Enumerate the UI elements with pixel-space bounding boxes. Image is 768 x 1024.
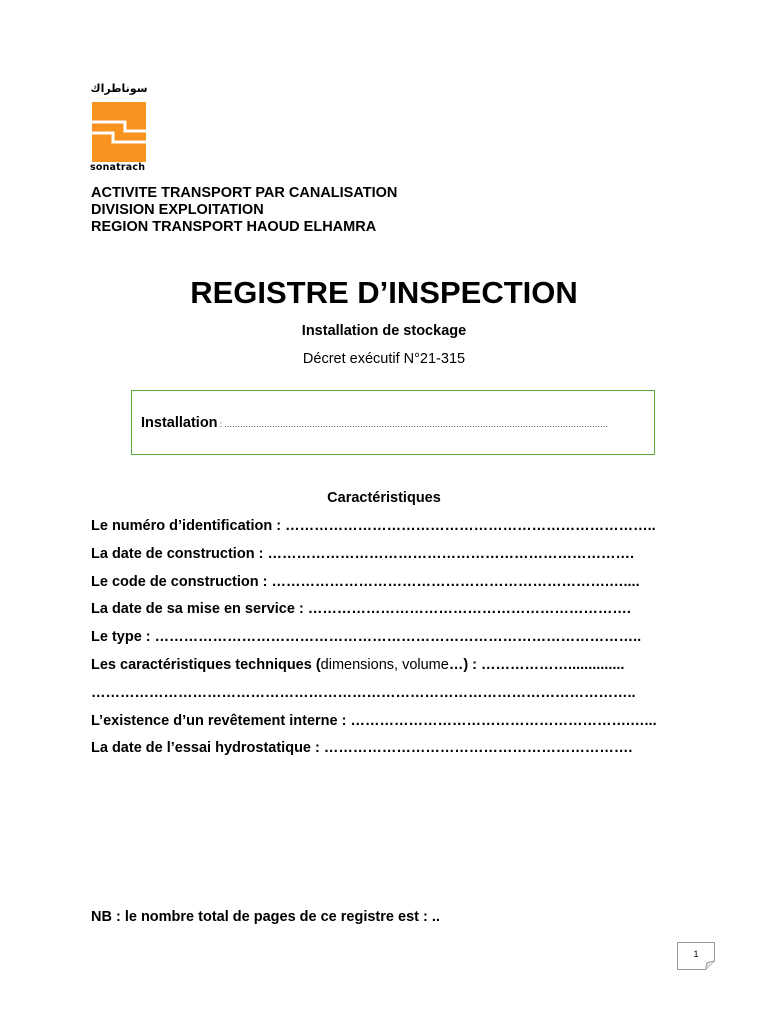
org-region: REGION TRANSPORT HAOUD ELHAMRA: [91, 219, 377, 235]
field-dots: ………………………………………………………………….: [267, 545, 634, 562]
page-number-box: [677, 942, 715, 970]
field-hydrostatic-test-date: [91, 739, 691, 767]
field-type: [91, 628, 691, 656]
field-label-end: …) :: [448, 656, 482, 673]
field-label: Le code de construction :: [91, 573, 272, 590]
field-label-detail: dimensions, volume: [320, 656, 449, 673]
field-construction-code: [91, 573, 691, 601]
installation-colon: :: [217, 420, 222, 429]
field-dots: ………………………………………………….…...: [350, 712, 657, 729]
sonatrach-logo: [90, 82, 148, 176]
sonatrach-logo-mark: [92, 102, 146, 162]
decree-reference: Décret exécutif N°21-315: [302, 351, 466, 367]
field-dots: ………………………………………………………………………………………..: [154, 629, 642, 646]
org-division: DIVISION EXPLOITATION: [91, 202, 264, 218]
field-label: La date de l’essai hydrostatique :: [91, 740, 324, 757]
installation-box: [131, 390, 655, 455]
field-label: La date de construction :: [91, 545, 268, 562]
field-dots: …………………………………………………………………………………………………..: [91, 684, 636, 701]
field-technical-characteristics-continued: [91, 684, 691, 712]
field-label: L’existence d’un revêtement interne :: [91, 712, 351, 729]
logo-wordmark: sonatrach: [90, 162, 146, 173]
field-dots: ……………………………………………………….: [323, 740, 633, 757]
field-technical-characteristics: [91, 656, 691, 684]
field-dots: …………………………………………………………………..: [285, 518, 656, 534]
field-dots: ………………………………………………………….: [307, 601, 631, 618]
org-activity: ACTIVITE TRANSPORT PAR CANALISATION: [91, 185, 398, 201]
field-label: La date de sa mise en service :: [91, 601, 308, 618]
field-label: Les caractéristiques techniques (: [91, 656, 321, 673]
page-number: 1: [693, 949, 699, 959]
field-identification-number: [91, 517, 691, 545]
characteristics-title: Caractéristiques: [327, 490, 441, 506]
logo-arabic-text: سوناطراك: [90, 82, 148, 95]
document-subtitle: Installation de stockage: [301, 323, 467, 339]
installation-line: [141, 414, 608, 434]
field-dots: …………………………………………………………….…....: [271, 573, 640, 590]
field-label: Le numéro d’identification :: [91, 518, 286, 534]
field-construction-date: [91, 545, 691, 573]
installation-label: Installation: [141, 415, 218, 431]
characteristics-list: [91, 517, 691, 767]
field-internal-coating: [91, 712, 691, 740]
page-count-note: NB : le nombre total de pages de ce registre est : ..: [91, 909, 440, 925]
installation-fill-dots: ………………………………………………………………………………………………………………………………: [222, 420, 609, 429]
organization-header: [91, 185, 397, 236]
document-title: REGISTRE D’INSPECTION: [190, 275, 578, 310]
field-label: Le type :: [91, 629, 155, 646]
field-commissioning-date: [91, 600, 691, 628]
field-dots: ………………..............: [481, 656, 625, 673]
